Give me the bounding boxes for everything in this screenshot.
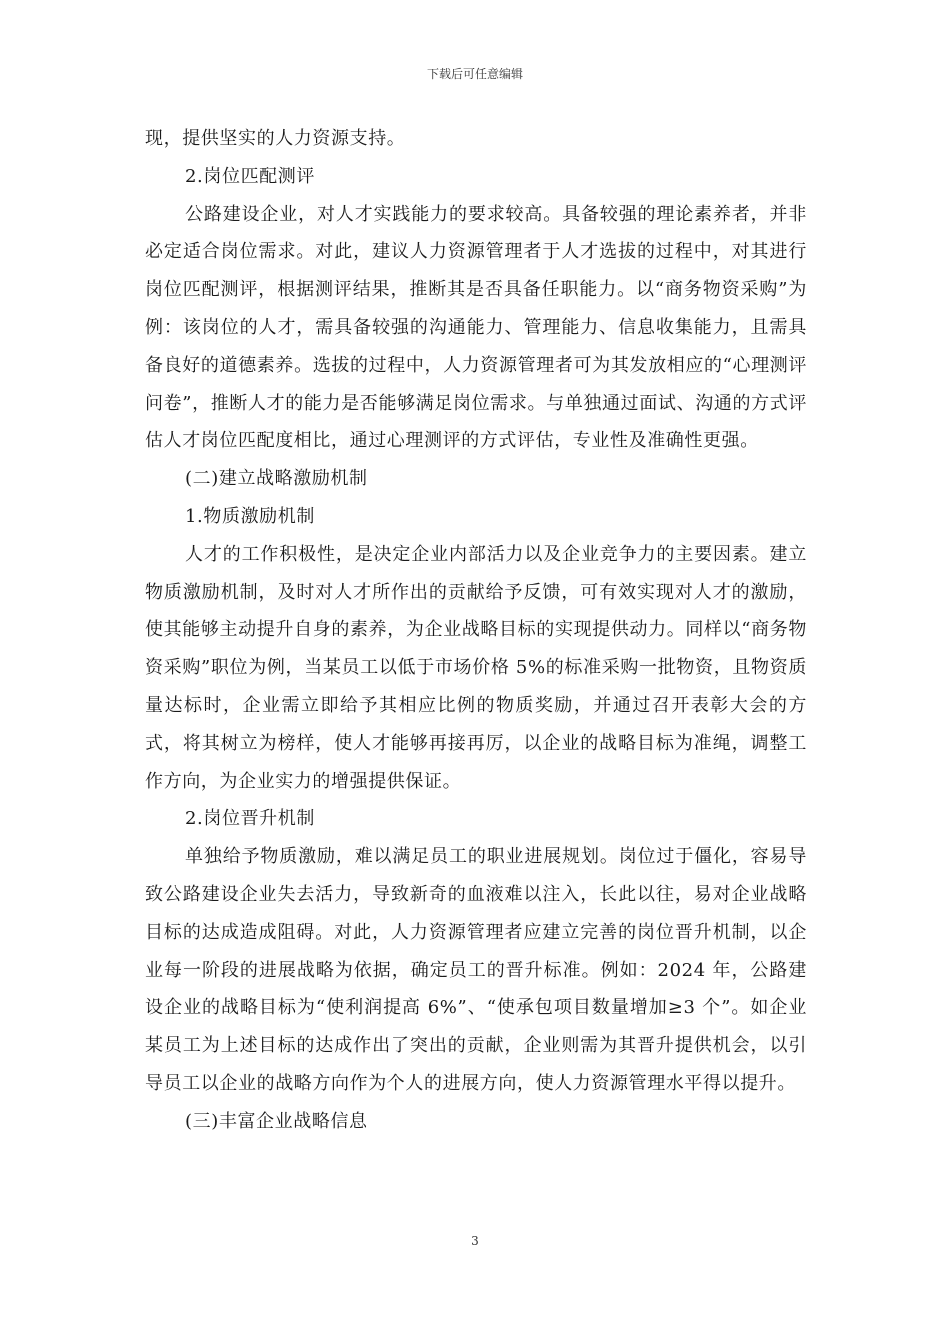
heading-material-incentive: 1.物质激励机制 [185,505,315,527]
paragraph-job-matching: 公路建设企业，对人才实践能力的要求较高。具备较强的理论素养者，并非必定适合岗位需求。对此，建议人力资源管理者于人才选拔的过程中，对其进行岗位匹配测评，根据测评结果，推断其是否具备任职能力。以“商务物资采购”为例：该岗位的人才，需具备较强的沟通能力、管理能力、信息收集能力，且需具备良好的道德素养。选拔的过程中，人力资源管理者可为其发放相应的“心理测评问卷”，推断人才的能力是否能够满足岗位需求。与单独通过面试、沟通的方式评估人才岗位匹配度相比，通过心理测评的方式评估，专业性及准确性更强。 [145,203,807,452]
document-body [145,120,807,1141]
paragraph-material-incentive: 人才的工作积极性，是决定企业内部活力以及企业竞争力的主要因素。建立物质激励机制，及时对人才所作出的贡献给予反馈，可有效实现对人才的激励，使其能够主动提升自身的素养，为企业战略目标的实现提供动力。同样以“商务物资采购”职位为例，当某员工以低于市场价格 5%的标准采购一批物资，且物资质量达标时，企业需立即给予其相应比例的物质奖励，并通过召开表彰大会的方式，将其树立为榜样，使人才能够再接再厉，以企业的战略目标为准绳，调整工作方向，为企业实力的增强提供保证。 [145,543,807,792]
heading-promotion-mechanism: 2.岗位晋升机制 [185,808,315,830]
heading-job-matching-assessment: 2.岗位匹配测评 [185,165,315,187]
paragraph-promotion-mechanism: 单独给予物质激励，难以满足员工的职业进展规划。岗位过于僵化，容易导致公路建设企业失去活力，导致新奇的血液难以注入，长此以往，易对企业战略目标的达成造成阻碍。对此，人力资源管理者应建立完善的岗位晋升机制，以企业每一阶段的进展战略为依据，确定员工的晋升标准。例如：2024 年，公路建设企业的战略目标为“使利润提高 6%”、“使承包项目数量增加≥3 个”。如企业某员工为上述目标的达成作出了突出的贡献，企业则需为其晋升提供机会，以引导员工以企业的战略方向作为个人的进展方向，使人力资源管理水平得以提升。 [145,846,807,1094]
heading-strategic-incentive: (二)建立战略激励机制 [185,468,368,490]
page-number: 3 [471,1234,479,1248]
heading-strategy-information: (三)丰富企业战略信息 [185,1110,368,1132]
header-note: 下载后可任意编辑 [426,67,523,81]
paragraph-continuation: 现，提供坚实的人力资源支持。 [145,128,406,149]
